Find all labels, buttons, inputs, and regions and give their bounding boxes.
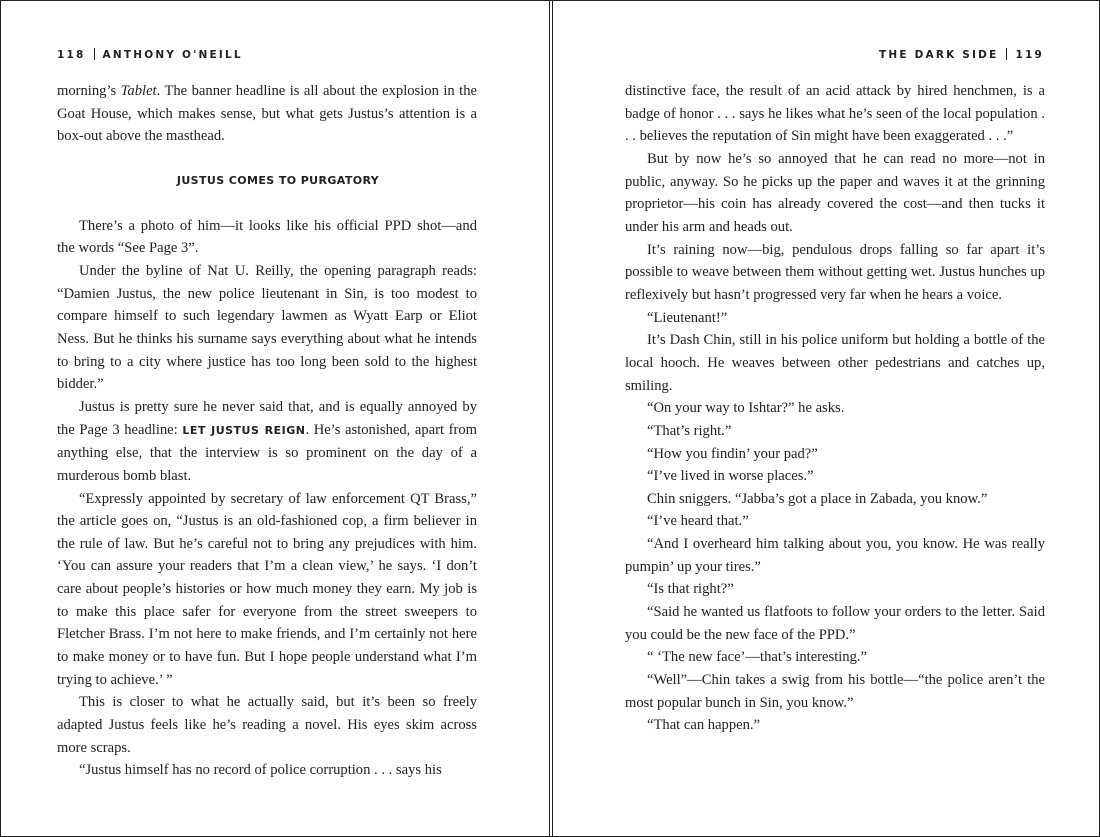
paragraph: But by now he’s so annoyed that he can read no more—not in public, anyway. So he picks up the paper and waves it at the grinning proprietor—his coin has already covered the cost—and then tucks it under his arm and heads out. [625, 150, 1045, 235]
paragraph: “Justus himself has no record of police corruption . . . says his [79, 762, 442, 779]
paragraph: “That’s right.” [647, 422, 732, 439]
header-divider [94, 48, 95, 60]
paragraph: “I’ve lived in worse places.” [647, 468, 814, 485]
paragraph: There’s a photo of him—it looks like his official PPD shot—and the words “See Page 3”. [57, 217, 477, 257]
paragraph: “On your way to Ishtar?” he asks. [647, 400, 845, 417]
paragraph: “How you findin’ your pad?” [647, 445, 818, 462]
paragraph: “And I overheard him talking about you, you know. He was really pumpin’ up your tires.” [625, 536, 1045, 575]
paragraph: It’s raining now—big, pendulous drops falling so far apart it’s possible to weave between them without getting wet. Justus hunches up reflexively but hasn’t progressed very far when he hears a voice. [625, 241, 1045, 303]
page-number: 119 [1015, 49, 1044, 61]
paragraph-text: morning’s [57, 83, 121, 99]
paragraph: “That can happen.” [647, 717, 761, 734]
newspaper-name: Tablet [120, 83, 157, 99]
paragraph: distinctive face, the result of an acid attack by hired henchmen, is a badge of honor . . . says he likes what he’s seen of the local population . . . believes the reputation of Sin might have been exaggerated . . .” [625, 83, 1045, 145]
page-number: 118 [57, 49, 86, 61]
paragraph: “Well”—Chin takes a swig from his bottle—“the police aren’t the most popular bunch in Sin, you know.” [625, 672, 1045, 711]
paragraph-text: . The banner headline is all about the explosion in the Goat House, which makes sense, but what gets Justus’s attention is a box-out above the masthead. [57, 83, 477, 145]
paragraph-text: . He’s astonished, apart from anything else, that the interview is so prominent on the day of a murderous bomb blast. [57, 421, 477, 484]
paragraph: It’s Dash Chin, still in his police uniform but holding a bottle of the local hooch. He weaves between other pedestrians and catches up, smiling. [625, 332, 1045, 394]
paragraph: “Said he wanted us flatfoots to follow your orders to the letter. Said you could be the new face of the PPD.” [625, 604, 1045, 643]
left-page-body [57, 80, 477, 782]
paragraph: “Is that right?” [647, 581, 734, 598]
right-page-body [625, 80, 1045, 737]
header-divider [1006, 48, 1007, 60]
paragraph: “ ‘The new face’—that’s interesting.” [647, 649, 868, 666]
running-head-title: THE DARK SIDE [879, 49, 999, 61]
paragraph [57, 396, 477, 488]
newspaper-headline: JUSTUS COMES TO PURGATORY [176, 173, 380, 187]
paragraph [57, 80, 477, 148]
paragraph: “Lieutenant!” [647, 309, 728, 326]
paragraph: Under the byline of Nat U. Reilly, the opening paragraph reads: “Damien Justus, the new police lieutenant in Sin, is too modest to compare himself to such legendary lawmen as Wyatt Earp or Eliot Ness. But he thinks his surname says everything about what he intends to bring to a city where justice has too long been sold to the highest bidder.” [57, 262, 477, 393]
left-page [1, 1, 550, 837]
paragraph: “Expressly appointed by secretary of law enforcement QT Brass,” the article goes on, “Justus is an old-fashioned cop, a firm believer in the rule of law. But he’s careful not to bring any prejudices with him. ‘You can assure your readers that I’m a clean view,’ he says. ‘I don’t care about people’s histories or how much money they earn. My job is to make this place safer for everyone from the street sweepers to Fletcher Brass. I’m not here to make friends, and I’m certainly not here to make money or to have fun. But I hope people understand what I’m trying to achieve.’ ” [57, 490, 477, 688]
paragraph: “I’ve heard that.” [647, 513, 749, 530]
right-page [552, 1, 1100, 837]
paragraph-text: Justus is pretty sure he never said that, and is equally annoyed by the Page 3 headline: [57, 398, 477, 438]
page3-headline: LET JUSTUS REIGN [182, 423, 306, 437]
paragraph: Chin sniggers. “Jabba’s got a place in Zabada, you know.” [647, 490, 988, 507]
left-page-header [57, 48, 243, 62]
right-page-header [879, 48, 1044, 62]
running-head-author: ANTHONY O'NEILL [102, 49, 243, 61]
paragraph: This is closer to what he actually said, but it’s been so freely adapted Justus feels like he’s reading a novel. His eyes skim across more scraps. [57, 694, 477, 756]
